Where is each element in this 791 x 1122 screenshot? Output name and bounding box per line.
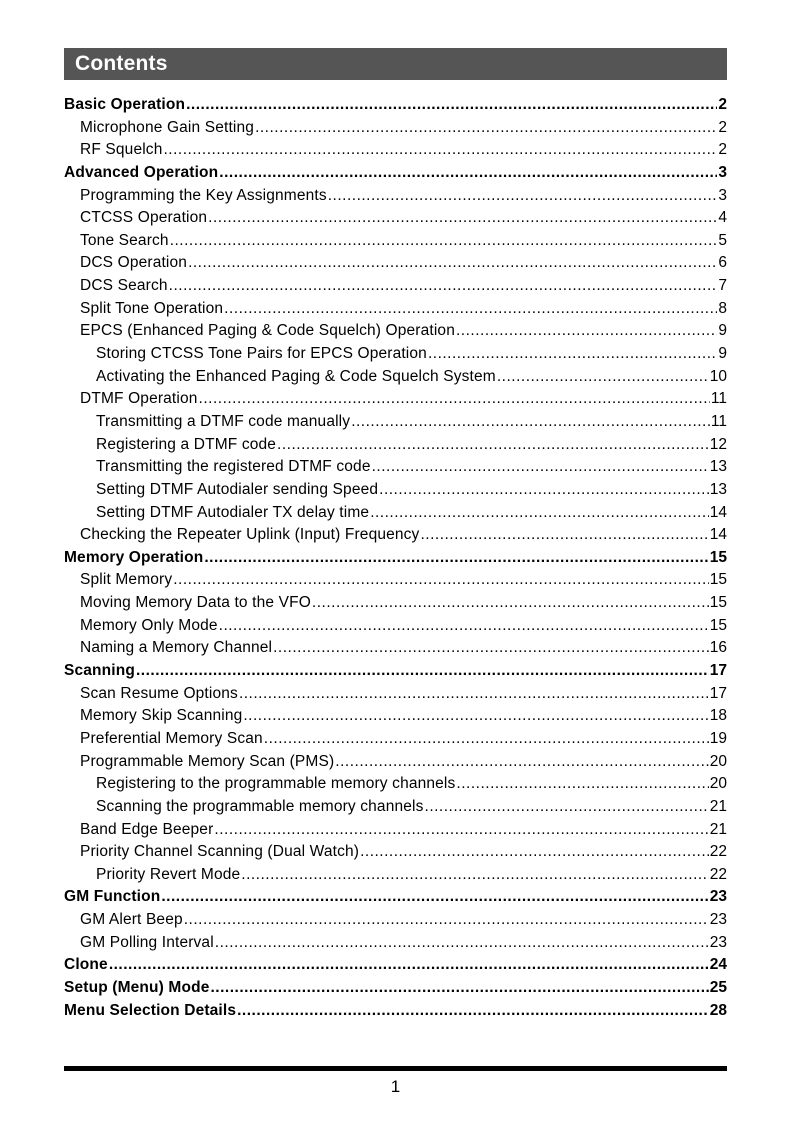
toc-entry-page: 21 (709, 820, 727, 838)
toc-subsection-entry[interactable] (64, 683, 727, 706)
toc-dot-leader (360, 841, 709, 864)
toc-entry-title: Programming the Key Assignments (80, 186, 327, 204)
toc-entry-title: Memory Operation (64, 548, 204, 566)
toc-dot-leader (273, 637, 709, 660)
toc-entry-page: 21 (709, 797, 727, 815)
toc-entry-page: 18 (709, 707, 727, 725)
toc-entry-page: 11 (710, 412, 727, 430)
toc-subsection-entry[interactable] (64, 569, 727, 592)
toc-entry-page: 22 (709, 843, 727, 861)
toc-entry-title: Storing CTCSS Tone Pairs for EPCS Operation (96, 345, 427, 363)
toc-entry-page: 11 (710, 390, 727, 408)
toc-dot-leader (370, 502, 709, 525)
toc-subsubsection-entry[interactable] (64, 434, 727, 457)
toc-dot-leader (219, 162, 717, 185)
toc-dot-leader (335, 751, 708, 774)
toc-dot-leader (224, 298, 717, 321)
toc-section-entry[interactable] (64, 547, 727, 570)
toc-entry-page: 6 (718, 254, 727, 272)
toc-subsection-entry[interactable] (64, 388, 727, 411)
toc-entry-title: Tone Search (80, 231, 169, 249)
toc-entry-page: 19 (709, 729, 727, 747)
toc-subsection-entry[interactable] (64, 728, 727, 751)
toc-entry-title: Activating the Enhanced Paging & Code Squelch System (96, 367, 496, 385)
toc-dot-leader (163, 139, 717, 162)
toc-entry-title: CTCSS Operation (80, 209, 208, 227)
toc-entry-page: 23 (709, 911, 727, 929)
toc-dot-leader (255, 117, 717, 140)
toc-entry-page: 23 (709, 888, 727, 906)
toc-entry-title: Clone (64, 956, 108, 974)
toc-dot-leader (214, 819, 708, 842)
toc-entry-title: DCS Operation (80, 254, 188, 272)
toc-dot-leader (425, 796, 709, 819)
toc-subsubsection-entry[interactable] (64, 456, 727, 479)
toc-entry-title: Programmable Memory Scan (PMS) (80, 752, 335, 770)
toc-section-entry[interactable] (64, 977, 727, 1000)
toc-dot-leader (237, 1000, 709, 1023)
toc-dot-leader (170, 230, 718, 253)
toc-entry-page: 24 (709, 956, 727, 974)
toc-entry-title: Basic Operation (64, 96, 186, 113)
toc-entry-title: Microphone Gain Setting (80, 118, 255, 136)
toc-entry-title: Memory Skip Scanning (80, 707, 243, 725)
toc-entry-title: Priority Channel Scanning (Dual Watch) (80, 843, 360, 861)
toc-entry-page: 15 (709, 571, 727, 589)
toc-subsection-entry[interactable] (64, 592, 727, 615)
toc-dot-leader (312, 592, 709, 615)
toc-entry-page: 5 (718, 231, 727, 249)
toc-section-entry[interactable] (64, 94, 727, 117)
toc-dot-leader (428, 343, 717, 366)
toc-dot-leader (188, 252, 717, 275)
toc-entry-title: Menu Selection Details (64, 1001, 237, 1019)
toc-entry-page: 17 (709, 662, 727, 680)
toc-dot-leader (136, 660, 709, 683)
toc-entry-page: 15 (709, 594, 727, 612)
toc-dot-leader (379, 479, 709, 502)
toc-dot-leader (328, 185, 718, 208)
toc-entry-page: 9 (718, 322, 727, 340)
table-of-contents (64, 94, 727, 1022)
toc-entry-page: 22 (709, 865, 727, 883)
toc-dot-leader (109, 954, 709, 977)
toc-entry-title: Priority Revert Mode (96, 865, 241, 883)
toc-subsubsection-entry[interactable] (64, 366, 727, 389)
toc-subsubsection-entry[interactable] (64, 502, 727, 525)
toc-entry-title: Naming a Memory Channel (80, 639, 273, 657)
toc-entry-page: 10 (709, 367, 727, 385)
toc-subsubsection-entry[interactable] (64, 773, 727, 796)
toc-dot-leader (208, 207, 717, 230)
toc-entry-page: 23 (709, 933, 727, 951)
toc-subsection-entry[interactable] (64, 615, 727, 638)
toc-dot-leader (277, 434, 709, 457)
toc-entry-page: 9 (718, 345, 727, 363)
toc-subsubsection-entry[interactable] (64, 479, 727, 502)
toc-entry-page: 17 (709, 684, 727, 702)
toc-subsection-entry[interactable] (64, 524, 727, 547)
toc-subsubsection-entry[interactable] (64, 343, 727, 366)
footer-divider (64, 1066, 727, 1071)
toc-dot-leader (497, 366, 709, 389)
toc-dot-leader (264, 728, 709, 751)
toc-entry-page: 2 (718, 141, 727, 159)
toc-subsection-entry[interactable] (64, 751, 727, 774)
toc-section-entry[interactable] (64, 954, 727, 977)
toc-dot-leader (169, 275, 718, 298)
toc-dot-leader (420, 524, 708, 547)
toc-section-entry[interactable] (64, 1000, 727, 1023)
toc-dot-leader (351, 411, 710, 434)
toc-entry-title: Registering to the programmable memory channels (96, 775, 456, 793)
toc-subsection-entry[interactable] (64, 139, 727, 162)
toc-section-entry[interactable] (64, 162, 727, 185)
toc-entry-title: Setting DTMF Autodialer TX delay time (96, 503, 370, 521)
toc-entry-page: 15 (709, 616, 727, 634)
contents-title: Contents (75, 52, 168, 75)
toc-entry-page: 16 (709, 639, 727, 657)
toc-entry-title: Scanning the programmable memory channels (96, 797, 424, 815)
toc-entry-title: Advanced Operation (64, 163, 219, 181)
toc-entry-page: 20 (709, 775, 727, 793)
toc-entry-page: 14 (709, 526, 727, 544)
toc-entry-title: Moving Memory Data to the VFO (80, 594, 311, 612)
toc-entry-page: 3 (718, 163, 727, 181)
toc-section-entry[interactable] (64, 660, 727, 683)
toc-entry-title: GM Alert Beep (80, 911, 183, 929)
toc-subsection-entry[interactable] (64, 252, 727, 275)
toc-subsubsection-entry[interactable] (64, 796, 727, 819)
toc-entry-title: Registering a DTMF code (96, 435, 277, 453)
toc-dot-leader (204, 547, 708, 570)
toc-subsection-entry[interactable] (64, 705, 727, 728)
toc-subsubsection-entry[interactable] (64, 864, 727, 887)
toc-entry-page: 8 (718, 299, 727, 317)
toc-subsection-entry[interactable] (64, 819, 727, 842)
toc-entry-page: 12 (709, 435, 727, 453)
toc-subsubsection-entry[interactable] (64, 411, 727, 434)
toc-entry-page: 25 (709, 978, 727, 996)
toc-dot-leader (210, 977, 708, 1000)
toc-entry-page: 3 (718, 186, 727, 204)
toc-entry-title: Setup (Menu) Mode (64, 978, 210, 996)
toc-subsection-entry[interactable] (64, 117, 727, 140)
toc-entry-title: Split Memory (80, 571, 173, 589)
toc-entry-title: RF Squelch (80, 141, 163, 159)
toc-subsection-entry[interactable] (64, 230, 727, 253)
toc-entry-title: Transmitting the registered DTMF code (96, 458, 371, 476)
toc-entry-page: 28 (709, 1001, 727, 1019)
toc-dot-leader (215, 932, 709, 955)
toc-subsection-entry[interactable] (64, 185, 727, 208)
toc-subsection-entry[interactable] (64, 275, 727, 298)
page-number: 1 (390, 1077, 401, 1096)
toc-dot-leader (186, 94, 717, 117)
toc-dot-leader (456, 320, 717, 343)
toc-dot-leader (161, 886, 708, 909)
toc-entry-title: DCS Search (80, 277, 168, 295)
toc-section-entry[interactable] (64, 886, 727, 909)
toc-dot-leader (199, 388, 710, 411)
toc-dot-leader (239, 683, 709, 706)
toc-entry-page: 13 (709, 480, 727, 498)
toc-entry-title: DTMF Operation (80, 390, 198, 408)
toc-dot-leader (456, 773, 708, 796)
toc-entry-title: GM Polling Interval (80, 933, 214, 951)
toc-entry-title: Scan Resume Options (80, 684, 238, 702)
toc-entry-title: Band Edge Beeper (80, 820, 214, 838)
toc-subsection-entry[interactable] (64, 637, 727, 660)
toc-entry-title: Checking the Repeater Uplink (Input) Frequency (80, 526, 420, 544)
toc-entry-page: 13 (709, 458, 727, 476)
toc-entry-title: Setting DTMF Autodialer sending Speed (96, 480, 379, 498)
toc-subsection-entry[interactable] (64, 320, 727, 343)
toc-entry-page: 14 (709, 503, 727, 521)
contents-header (64, 48, 727, 80)
toc-dot-leader (173, 569, 709, 592)
toc-entry-title: Transmitting a DTMF code manually (96, 412, 351, 430)
toc-subsection-entry[interactable] (64, 207, 727, 230)
toc-entry-page: 20 (709, 752, 727, 770)
toc-dot-leader (243, 705, 708, 728)
toc-subsection-entry[interactable] (64, 909, 727, 932)
toc-subsection-entry[interactable] (64, 841, 727, 864)
toc-entry-title: Preferential Memory Scan (80, 729, 263, 747)
toc-dot-leader (372, 456, 709, 479)
toc-dot-leader (184, 909, 709, 932)
toc-entry-title: Split Tone Operation (80, 299, 224, 317)
toc-entry-page: 2 (718, 118, 727, 136)
toc-entry-page: 7 (718, 277, 727, 295)
toc-entry-title: Memory Only Mode (80, 616, 218, 634)
toc-dot-leader (241, 864, 708, 887)
toc-entry-page: 2 (718, 96, 727, 113)
toc-entry-title: EPCS (Enhanced Paging & Code Squelch) Operation (80, 322, 455, 340)
toc-entry-page: 15 (709, 548, 727, 566)
toc-subsection-entry[interactable] (64, 298, 727, 321)
toc-entry-page: 4 (718, 209, 727, 227)
toc-subsection-entry[interactable] (64, 932, 727, 955)
toc-entry-title: Scanning (64, 662, 135, 680)
toc-entry-title: GM Function (64, 888, 161, 906)
toc-dot-leader (219, 615, 709, 638)
